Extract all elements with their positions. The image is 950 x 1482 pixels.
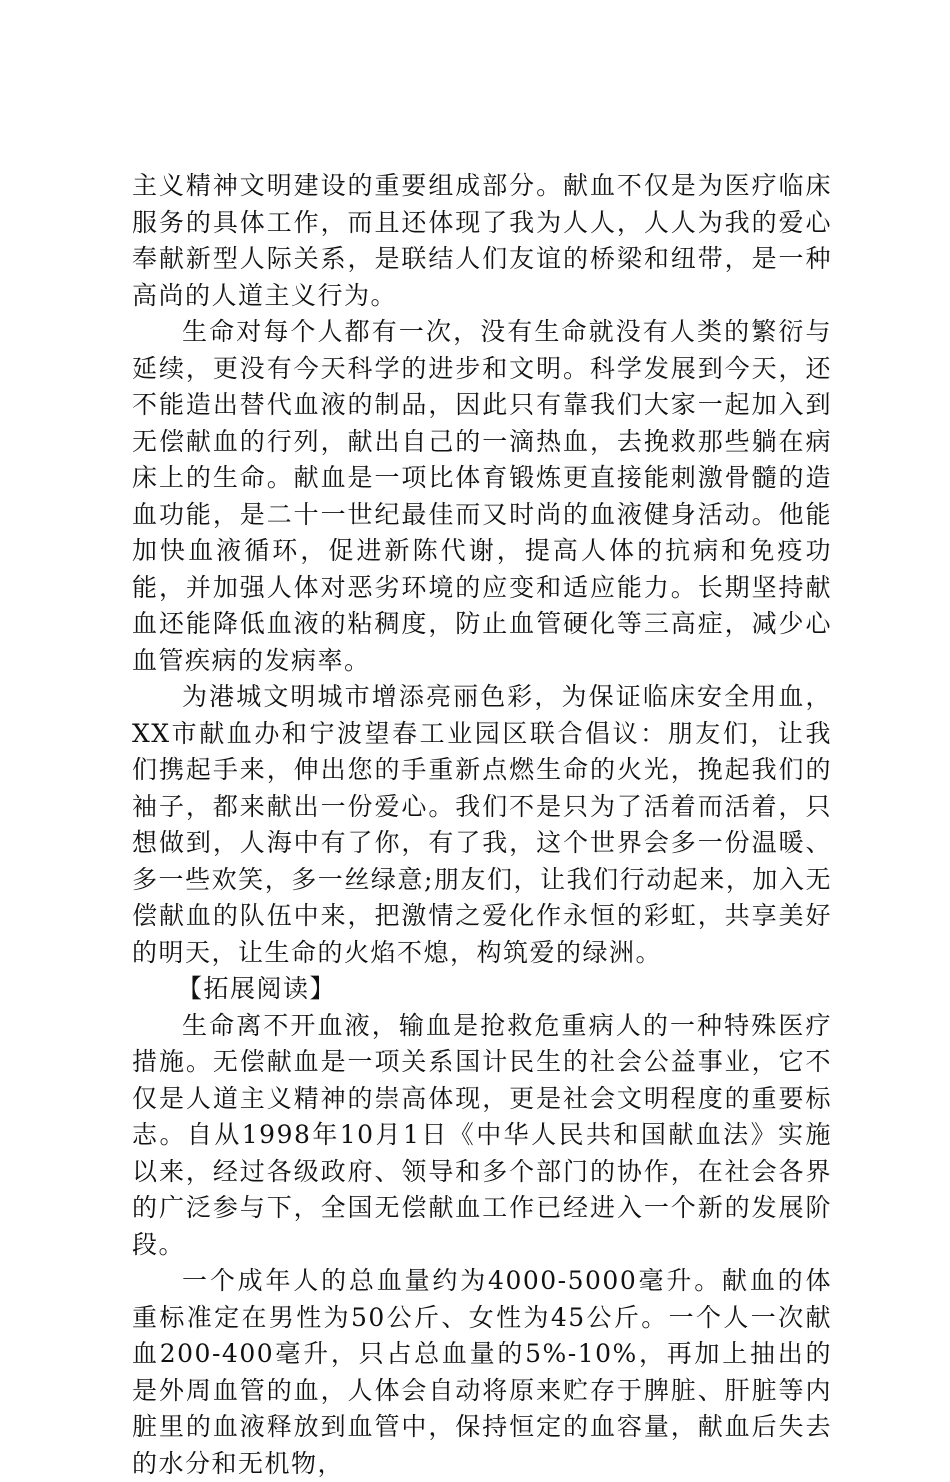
paragraph-life-and-blood: 生命对每个人都有一次，没有生命就没有人类的繁衍与延续，更没有今天科学的进步和文明。科学发展到今天，还不能造出替代血液的制品，因此只有靠我们大家一起加入到无偿献血的行列，献出自己的一滴热血，去挽救那些躺在病床上的生命。献血是一项比体育锻炼更直接能刺激骨髓的造血功能，是二十一世纪最佳而又时尚的血液健身活动。他能加快血液循环，促进新陈代谢，提高人体的抗病和免疫功能，并加强人体对恶劣环境的应变和适应能力。长期坚持献血还能降低血液的粘稠度，防止血管硬化等三高症，减少心血管疾病的发病率。 <box>132 317 832 675</box>
paragraph-continuation: 主义精神文明建设的重要组成部分。献血不仅是为医疗临床服务的具体工作，而且还体现了我为人人，人人为我的爱心奉献新型人际关系，是联结人们友谊的桥梁和纽带，是一种高尚的人道主义行为。 <box>132 171 832 310</box>
paragraph-extended-reading: 生命离不开血液，输血是抢救危重病人的一种特殊医疗措施。无偿献血是一项关系国计民生的社会公益事业，它不仅是人道主义精神的崇高体现，更是社会文明程度的重要标志。自从1998年10月1日《中华人民共和国献血法》实施以来，经过各级政府、领导和多个部门的协作，在社会各界的广泛参与下，全国无偿献血工作已经进入一个新的发展阶段。 <box>132 1010 832 1259</box>
document-body <box>132 168 832 1482</box>
section-heading: 【拓展阅读】 <box>177 974 337 1003</box>
paragraph-initiative: 为港城文明城市增添亮丽色彩，为保证临床安全用血，XX市献血办和宁波望春工业园区联合倡议：朋友们，让我们携起手来，伸出您的手重新点燃生命的火光，挽起我们的袖子，都来献出一份爱心。我们不是只为了活着而活着，只想做到，人海中有了你，有了我，这个世界会多一份温暖、多一些欢笑，多一丝绿意;朋友们，让我们行动起来，加入无偿献血的队伍中来，把激情之爱化作永恒的彩虹，共享美好的明天，让生命的火焰不熄，构筑爱的绿洲。 <box>132 682 832 967</box>
paragraph-blood-volume: 一个成年人的总血量约为4000-5000毫升。献血的体重标准定在男性为50公斤、女性为45公斤。一个人一次献血200-400毫升，只占总血量的5%-10%，再加上抽出的是外周血管的血，人体会自动将原来贮存于脾脏、肝脏等内脏里的血液释放到血管中，保持恒定的血容量，献血后失去的水分和无机物， <box>132 1266 832 1478</box>
